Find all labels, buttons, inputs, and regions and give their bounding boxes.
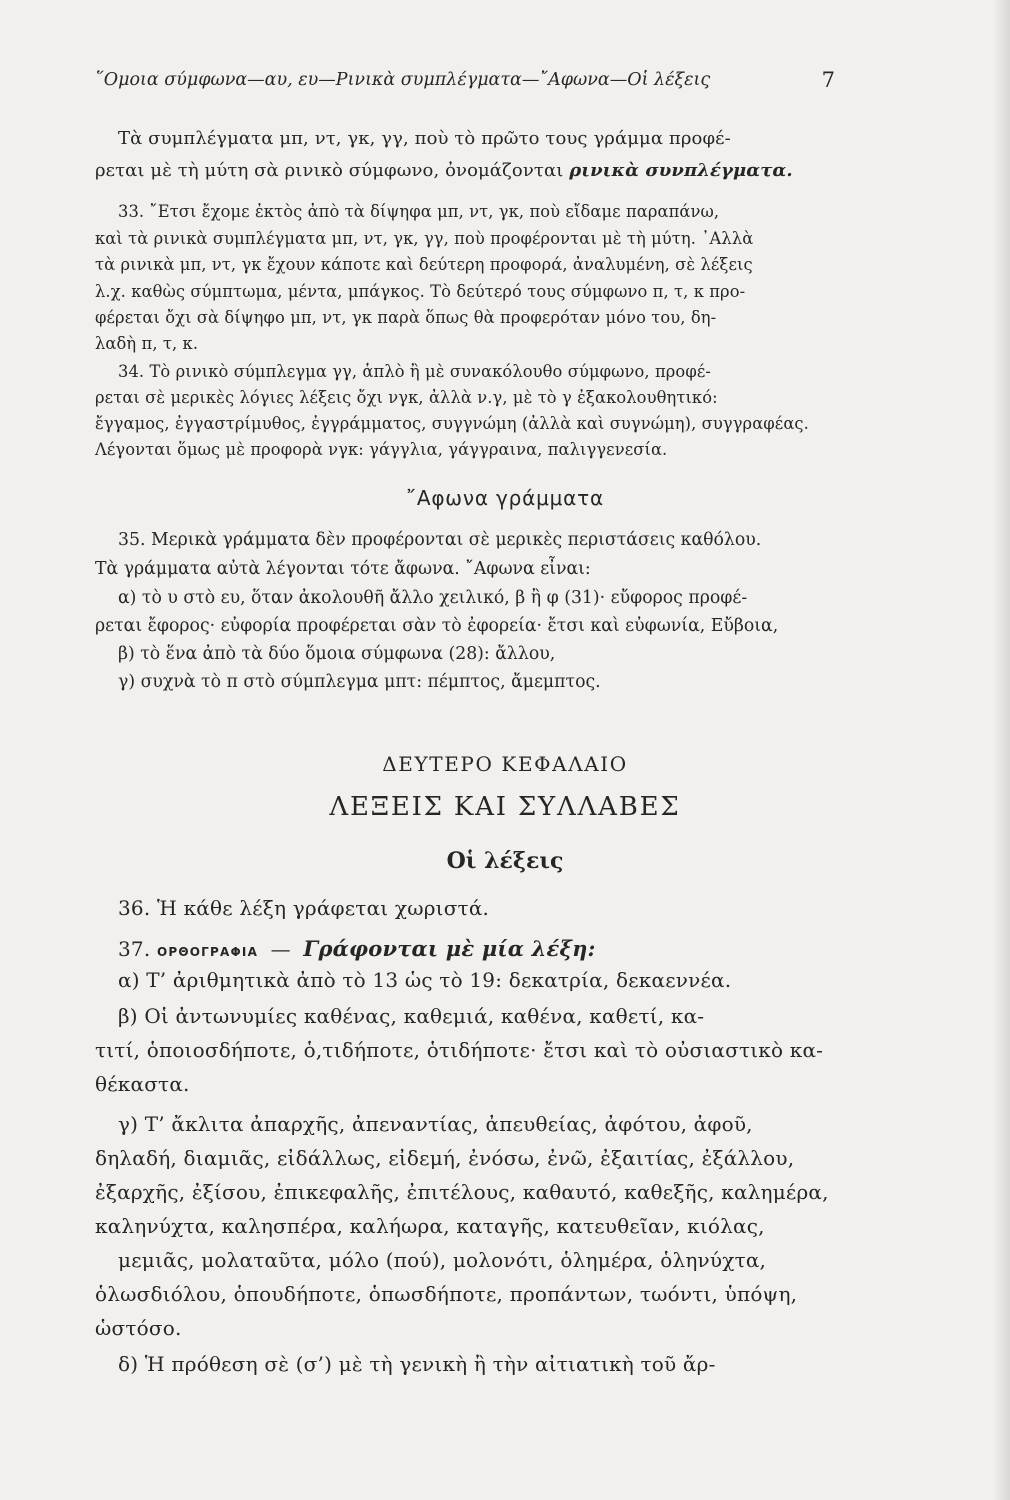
p37-c-line-4: καληνύχτα, καλησπέρα, καλήωρα, καταγῆς, κατευθεῖαν, κιόλας, [95, 1214, 765, 1238]
p33-line-5: φέρεται ὄχι σὰ δίψηφο μπ, ντ, γκ παρὰ ὅπως θὰ προφερόταν μόνο του, δη- [95, 308, 717, 327]
orthography-tag: ΟΡΘΟΓΡΑΦΙΑ [156, 945, 259, 959]
intro-line-2 [95, 160, 793, 181]
page-number: 7 [821, 68, 835, 92]
p37-dash: — [270, 937, 291, 961]
p37-b-line-1: β) Οἱ ἀντωνυμίες καθένας, καθεμιά, καθένα, καθετί, κα- [118, 1004, 705, 1028]
p37-title: Γράφονται μὲ μία λέξη: [303, 936, 596, 961]
intro-line-1: Τὰ συμπλέγματα μπ, ντ, γκ, γγ, ποὺ τὸ πρῶτο τους γράμμα προφέ- [118, 128, 731, 149]
p37-c-line-5: μεμιᾶς, μολαταῦτα, μόλο (πού), μολονότι, ὁλημέρα, ὁληνύχτα, [118, 1248, 767, 1272]
p34-line-3: ἔγγαμος, ἐγγαστρίμυθος, ἐγγράμματος, συγγνώμη (ἀλλὰ καὶ συγνώμη), συγγραφέας. [95, 414, 809, 433]
p35-line-2: Τὰ γράμματα αὐτὰ λέγονται τότε ἄφωνα. ῎Αφωνα εἶναι: [95, 559, 591, 579]
p37-c-line-7: ὡστόσο. [95, 1316, 182, 1340]
p37-heading [118, 936, 596, 961]
intro-emphasis: ρινικὰ συνπλέγματα. [569, 160, 793, 181]
p37-number: 37. [118, 937, 151, 961]
p37-b-line-3: θέκαστα. [95, 1072, 190, 1096]
p37-a: α) Τ’ ἀριθμητικὰ ἀπὸ τὸ 13 ὡς τὸ 19: δεκατρία, δεκαεννέα. [118, 968, 732, 992]
p35-line-5: β) τὸ ἕνα ἀπὸ τὰ δύο ὅμοια σύμφωνα (28): ἄλλου, [118, 644, 556, 664]
p33-line-1: 33. ῎Ετσι ἔχομε ἐκτὸς ἀπὸ τὰ δίψηφα μπ, ντ, γκ, ποὺ εἴδαμε παραπάνω, [118, 202, 720, 221]
intro-line-2-text: ρεται μὲ τὴ μύτη σὰ ρινικὸ σύμφωνο, ὀνομάζονται [95, 160, 570, 181]
p37-b-line-2: τιτί, ὁποιοσδήποτε, ὁ,τιδήποτε, ὁτιδήποτε· ἔτσι καὶ τὸ οὐσιαστικὸ κα- [95, 1038, 824, 1062]
p35-line-4: ρεται ἔφορος· εὐφορία προφέρεται σὰν τὸ ἐφορεία· ἔτσι καὶ εὐφωνία, Εὔβοια, [95, 616, 779, 636]
p33-line-3: τὰ ρινικὰ μπ, ντ, γκ ἔχουν κάποτε καὶ δεύτερη προφορά, ἀναλυμένη, σὲ λέξεις [95, 255, 753, 274]
section-title-words: Οἱ λέξεις [446, 848, 564, 874]
p35-line-1: 35. Μερικὰ γράμματα δὲν προφέρονται σὲ μερικὲς περιστάσεις καθόλου. [118, 530, 762, 550]
running-header [95, 70, 835, 90]
p35-line-3: α) τὸ υ στὸ ευ, ὅταν ἀκολουθῆ ἄλλο χειλικό, β ἢ φ (31)· εὔφορος προφέ- [118, 588, 748, 608]
p37-c-line-3: ἐξαρχῆς, ἐξίσου, ἐπικεφαλῆς, ἐπιτέλους, καθαυτό, καθεξῆς, καλημέρα, [95, 1180, 829, 1204]
running-title: ῞Ομοια σύμφωνα—αυ, ευ—Ρινικὰ συμπλέγματα—῎Αφωνα—Οἱ λέξεις [95, 70, 711, 90]
p35-line-6: γ) συχνὰ τὸ π στὸ σύμπλεγμα μπτ: πέμπτος, ἄμεμπτος. [118, 672, 601, 692]
p34-line-2: ρεται σὲ μερικὲς λόγιες λέξεις ὄχι νγκ, ἀλλὰ ν.γ, μὲ τὸ γ ἐξακολουθητικό: [95, 388, 718, 407]
p33-line-4: λ.χ. καθὼς σύμπτωμα, μέντα, μπάγκος. Τὸ δεύτερό τους σύμφωνο π, τ, κ προ- [95, 282, 746, 301]
page-edge-shadow [992, 0, 1010, 1500]
p37-c-line-1: γ) Τ’ ἄκλιτα ἀπαρχῆς, ἀπεναντίας, ἀπευθείας, ἀφότου, ἀφοῦ, [118, 1112, 753, 1136]
p37-d-line-1: δ) Ἡ πρόθεση σὲ (σ’) μὲ τὴ γενικὴ ἢ τὴν αἰτιατικὴ τοῦ ἄρ- [118, 1352, 716, 1376]
p33-line-2: καὶ τὰ ρινικὰ συμπλέγματα μπ, ντ, γκ, γγ, ποὺ προφέρονται μὲ τὴ μύτη. ᾿Αλλὰ [95, 229, 754, 248]
chapter-label: ΔΕΥΤΕΡΟ ΚΕΦΑΛΑΙΟ [382, 752, 628, 776]
section-heading-afona: ῎Αφωνα γράμματα [406, 486, 604, 510]
p33-line-6: λαδὴ π, τ, κ. [95, 334, 199, 353]
p34-line-1: 34. Τὸ ρινικὸ σύμπλεγμα γγ, ἁπλὸ ἢ μὲ συνακόλουθο σύμφωνο, προφέ- [118, 362, 711, 381]
p37-c-line-2: δηλαδή, διαμιᾶς, εἰδάλλως, εἰδεμή, ἐνόσω, ἐνῶ, ἐξαιτίας, ἐξάλλου, [95, 1146, 795, 1170]
p37-c-line-6: ὁλωσδιόλου, ὁπουδήποτε, ὁπωσδήποτε, προπάντων, τωόντι, ὑπόψη, [95, 1282, 798, 1306]
chapter-title: ΛΕΞΕΙΣ ΚΑΙ ΣΥΛΛΑΒΕΣ [329, 792, 681, 822]
p34-line-4: Λέγονται ὅμως μὲ προφορὰ νγκ: γάγγλια, γάγγραινα, παλιγγενεσία. [95, 440, 668, 459]
p36-text: 36. Ἡ κάθε λέξη γράφεται χωριστά. [118, 896, 490, 920]
